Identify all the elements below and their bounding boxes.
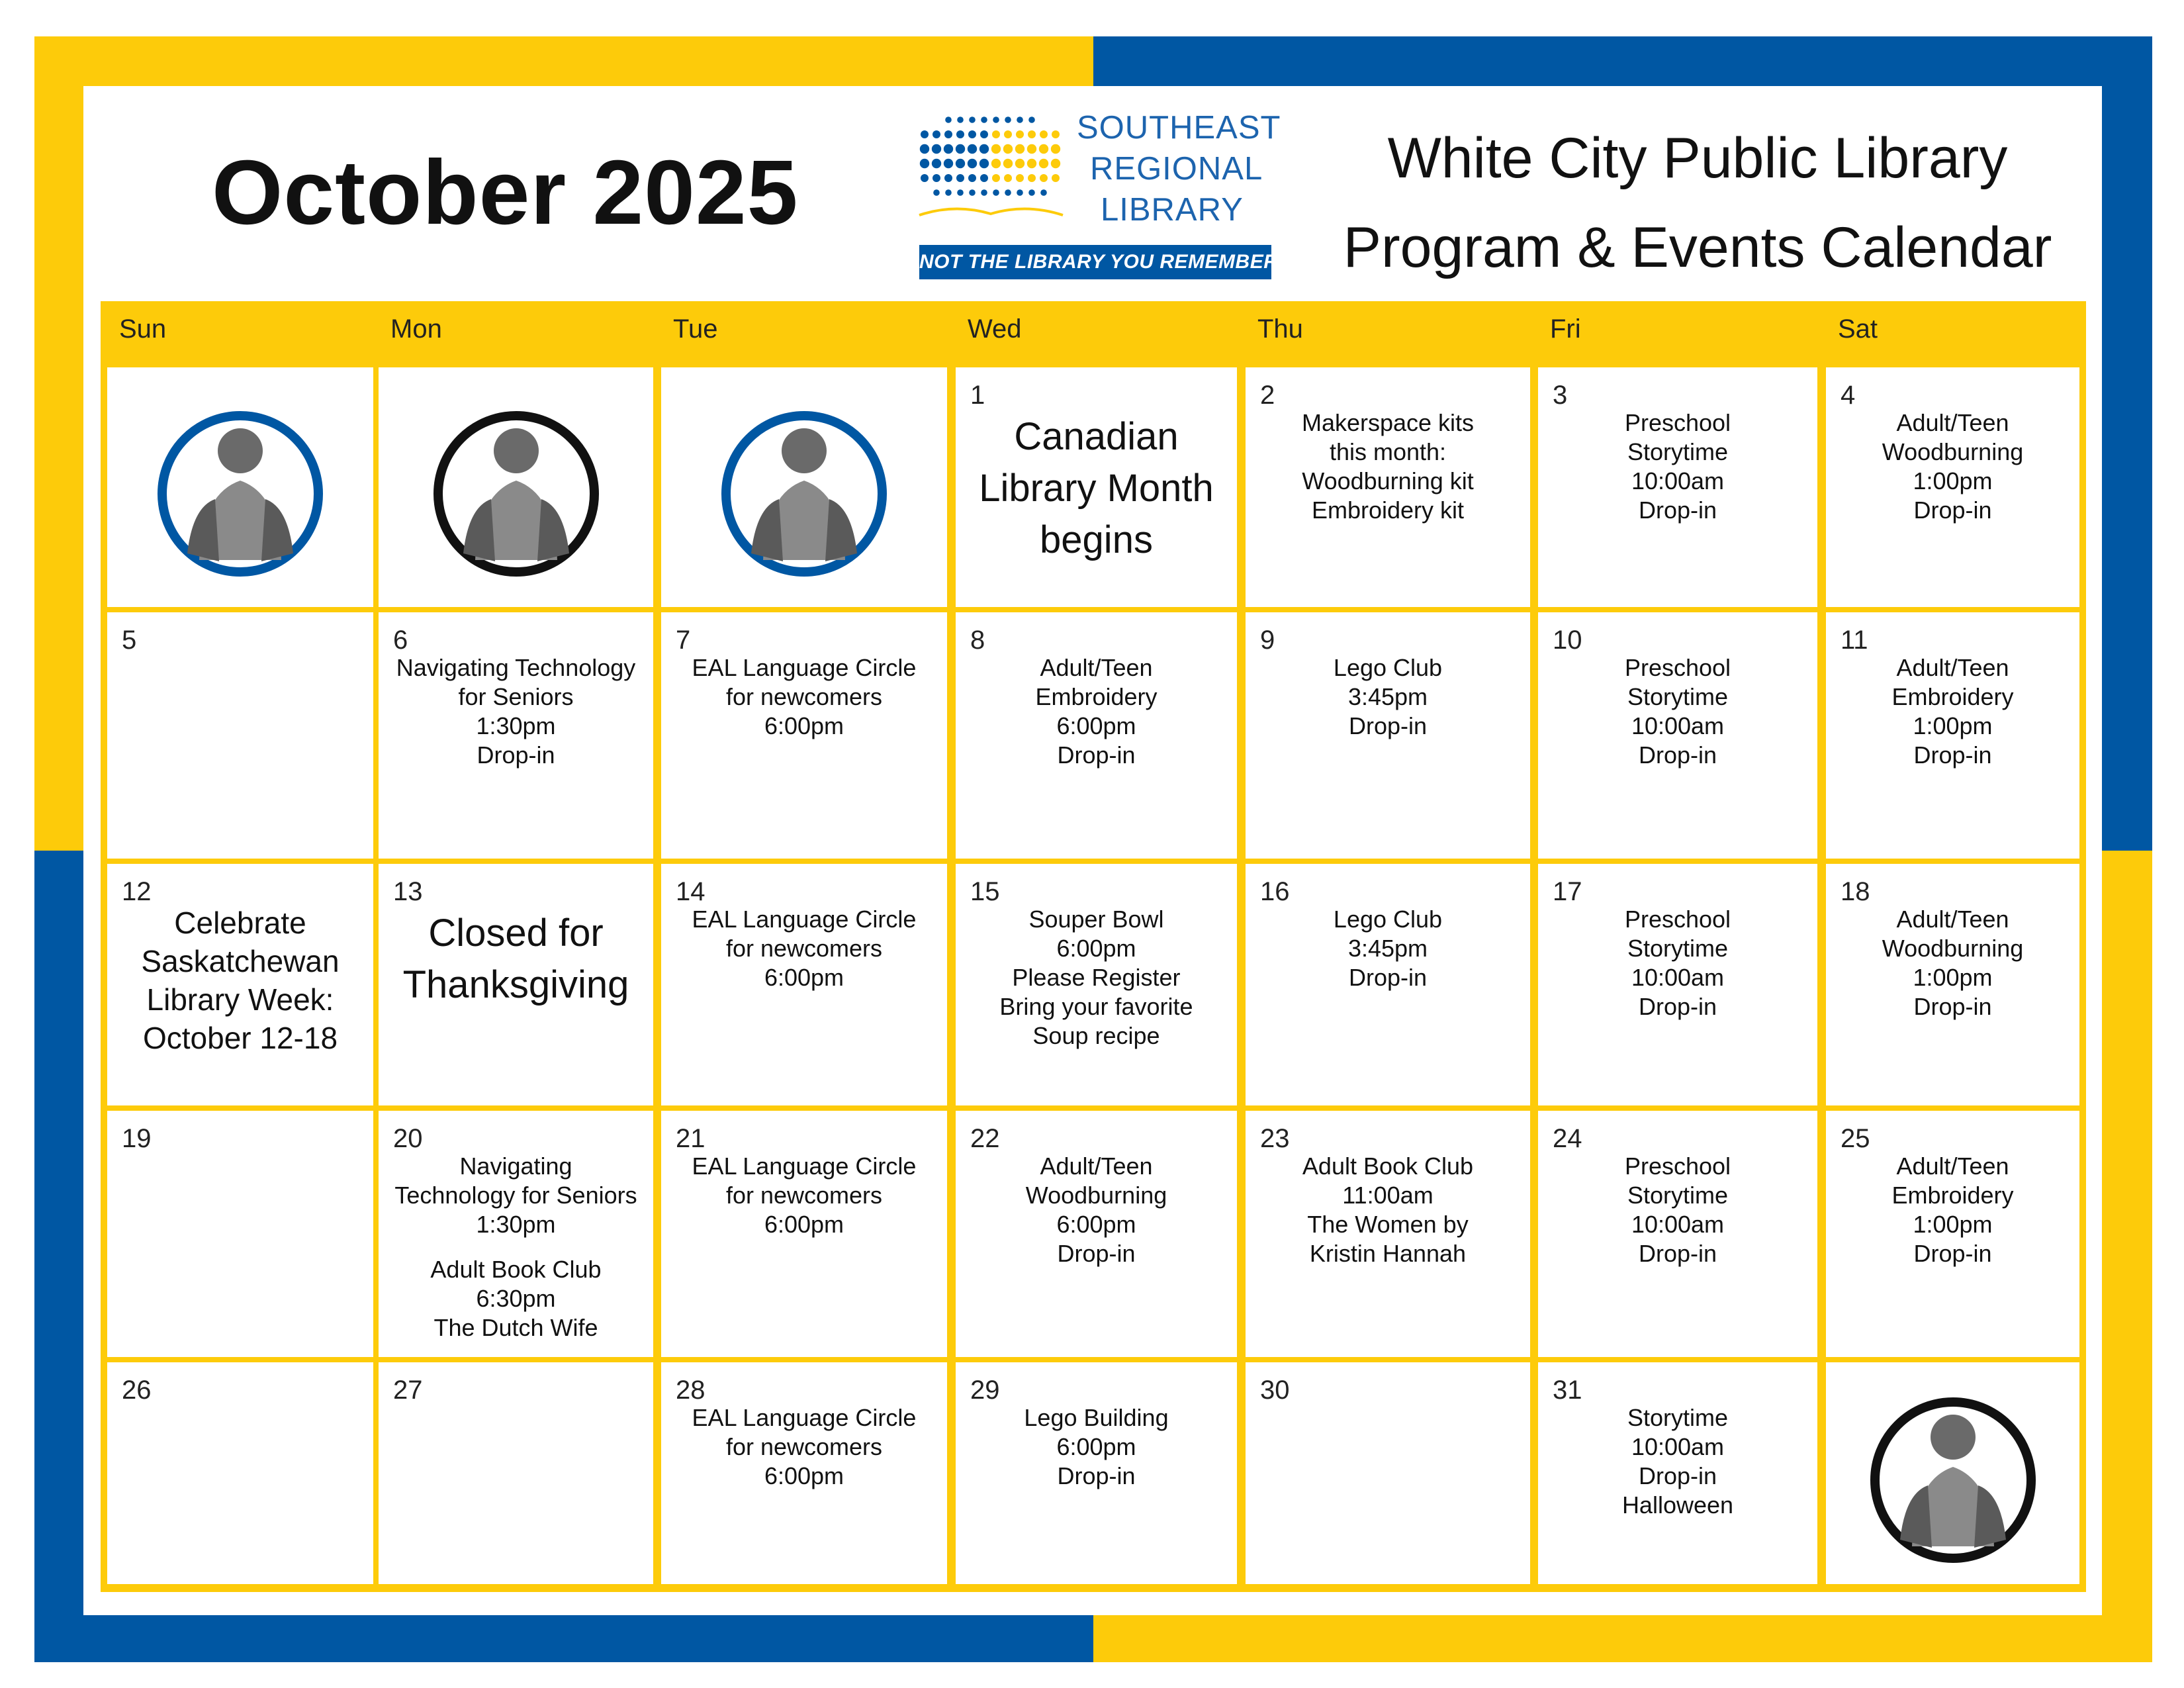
day-number: 6	[393, 626, 408, 655]
event-line: for newcomers	[725, 683, 883, 710]
event-line: Embroidery kit	[1311, 496, 1465, 524]
logo-dot	[921, 130, 929, 138]
month-title: October 2025	[212, 142, 799, 244]
weekday-tue: Tue	[673, 314, 718, 344]
event-line: Lego Club	[1333, 906, 1443, 933]
day-number: 29	[970, 1376, 1000, 1405]
event-line: Adult/Teen	[1896, 906, 2009, 933]
event-details	[956, 1403, 1237, 1491]
day-number: 13	[393, 877, 423, 906]
day-cell-25	[1826, 1111, 2079, 1357]
logo-dot	[932, 159, 941, 168]
book-dots-icon	[917, 111, 1066, 223]
day-number: 21	[676, 1124, 705, 1153]
event-line: Drop-in	[1057, 741, 1136, 769]
event-line: Celebrate	[174, 906, 306, 940]
event-line: Drop-in	[1638, 496, 1717, 524]
day-number: 30	[1260, 1376, 1290, 1405]
logo-dot	[1003, 144, 1013, 154]
logo-dot	[979, 144, 989, 154]
logo-dot	[956, 159, 965, 168]
event-details	[661, 905, 947, 992]
logo-dot	[979, 159, 989, 168]
day-cell-18	[1826, 864, 2079, 1105]
event-details	[1538, 905, 1817, 1021]
open-book-line	[919, 209, 1063, 215]
day-number: 31	[1553, 1376, 1582, 1405]
event-details	[661, 653, 947, 741]
event-line: Adult/Teen	[1040, 654, 1153, 681]
logo-dot	[992, 130, 1000, 138]
logo-dot	[991, 144, 1001, 154]
logo-dot	[1027, 144, 1036, 154]
weekday-header-row	[101, 301, 2086, 364]
logo-dot	[1040, 130, 1048, 138]
event-line: for Seniors	[458, 683, 574, 710]
day-number: 26	[122, 1376, 152, 1405]
event-line: EAL Language Circle	[692, 906, 917, 933]
event-line: EAL Language Circle	[692, 654, 917, 681]
event-line: Woodburning	[1025, 1182, 1167, 1209]
logo-dot	[957, 117, 964, 123]
logo-dot	[980, 130, 988, 138]
event-line: Woodburning	[1882, 438, 2024, 465]
logo-dot	[1015, 144, 1024, 154]
logo-dot	[956, 174, 964, 182]
family-photo	[1854, 1374, 2052, 1573]
logo-dot	[1051, 159, 1060, 168]
day-cell-10	[1538, 612, 1817, 859]
event-line: Storytime	[1627, 683, 1729, 710]
logo-dot	[1052, 174, 1060, 182]
event-line: 6:00pm	[1056, 1433, 1136, 1460]
day-cell-6	[379, 612, 653, 859]
event-line: Preschool	[1624, 906, 1731, 933]
day-number: 7	[676, 626, 691, 655]
event-line: Library Week:	[146, 982, 334, 1017]
day-cell-29	[956, 1362, 1237, 1584]
day-cell-4	[1826, 367, 2079, 607]
logo-dot	[1028, 117, 1035, 123]
event-line: 6:00pm	[1056, 712, 1136, 739]
logo-dot	[1005, 189, 1011, 196]
day-cell-3	[1538, 367, 1817, 607]
event-line: Drop-in	[1638, 741, 1717, 769]
event-line: Makerspace kits	[1301, 409, 1475, 436]
logo-dot	[1005, 117, 1011, 123]
event-details	[956, 411, 1237, 566]
logo-dot	[968, 174, 976, 182]
event-line: Closed for	[428, 912, 604, 955]
event-line: Adult/Teen	[1896, 654, 2009, 681]
day-cell-28	[661, 1362, 947, 1584]
logo-dot	[1052, 130, 1060, 138]
logo-dot	[1003, 159, 1013, 168]
event-details	[956, 653, 1237, 770]
event-line: October 12-18	[142, 1021, 338, 1055]
event-line: 10:00am	[1631, 1211, 1725, 1238]
event-details	[1538, 408, 1817, 525]
logo-dot	[1016, 130, 1024, 138]
event-details	[1538, 653, 1817, 770]
day-cell-12	[107, 864, 373, 1105]
day-number: 27	[393, 1376, 423, 1405]
event-line: Storytime	[1627, 935, 1729, 962]
day-number: 28	[676, 1376, 705, 1405]
logo-dot	[1016, 174, 1024, 182]
event-line: 3:45pm	[1347, 683, 1428, 710]
logo-dot	[981, 189, 987, 196]
logo-dot	[981, 117, 987, 123]
decorative-photo-cell	[379, 367, 653, 607]
event-line: Drop-in	[477, 741, 555, 769]
day-number: 10	[1553, 626, 1582, 655]
event-details	[661, 1403, 947, 1491]
logo-dot	[980, 174, 988, 182]
day-number: 25	[1841, 1124, 1870, 1153]
weekday-sat: Sat	[1838, 314, 1878, 344]
event-line: Embroidery	[1891, 683, 2014, 710]
library-logo	[917, 103, 1281, 281]
event-line: Woodburning kit	[1302, 467, 1474, 494]
event-line: 6:00pm	[764, 964, 844, 991]
day-number: 2	[1260, 381, 1275, 410]
event-line: Embroidery	[1891, 1182, 2014, 1209]
logo-dot	[1015, 159, 1024, 168]
day-number: 9	[1260, 626, 1275, 655]
decorative-photo-cell	[661, 367, 947, 607]
event-line: 6:00pm	[764, 712, 844, 739]
logo-dot	[1004, 130, 1012, 138]
logo-dot	[944, 174, 952, 182]
logo-dot	[1027, 159, 1036, 168]
couple-with-laptop-photo	[141, 388, 340, 586]
event-line: Thanksgiving	[402, 963, 629, 1006]
event-line: 1:00pm	[1913, 964, 1993, 991]
day-cell-1	[956, 367, 1237, 607]
event-line: EAL Language Circle	[692, 1404, 917, 1431]
event-line: Drop-in	[1913, 993, 1992, 1020]
event-details	[1246, 1152, 1530, 1268]
logo-dot	[1051, 144, 1060, 154]
logo-dot	[1028, 189, 1035, 196]
logo-dot	[944, 130, 952, 138]
event-line: Technology for Seniors	[394, 1182, 637, 1209]
day-cell-22	[956, 1111, 1237, 1357]
logo-dot	[992, 174, 1000, 182]
logo-name-line1: SOUTHEAST	[1077, 110, 1281, 146]
logo-dot	[1004, 174, 1012, 182]
weekday-sun: Sun	[119, 314, 167, 344]
library-title-line2: Program & Events Calendar	[1343, 216, 2052, 279]
logo-dot	[957, 189, 964, 196]
day-cell-7	[661, 612, 947, 859]
event-line: Adult Book Club	[1302, 1152, 1474, 1180]
event-details	[1826, 1152, 2079, 1268]
event-details	[107, 904, 373, 1057]
logo-name-line3: LIBRARY	[1101, 192, 1244, 228]
event-details	[1538, 1152, 1817, 1268]
event-line: Preschool	[1624, 409, 1731, 436]
event-line: Kristin Hannah	[1309, 1240, 1467, 1267]
event-line: Lego Club	[1333, 654, 1443, 681]
logo-dot	[1039, 159, 1048, 168]
logo-name-line2: REGIONAL	[1090, 151, 1263, 187]
event-line: Drop-in	[1638, 993, 1717, 1020]
event-details	[1826, 408, 2079, 525]
event-line: for newcomers	[725, 1182, 883, 1209]
event-line: Embroidery	[1035, 683, 1158, 710]
event-details	[379, 653, 653, 770]
day-number: 12	[122, 877, 152, 906]
event-details	[1246, 905, 1530, 992]
event-line: 10:00am	[1631, 712, 1725, 739]
event-line: Storytime	[1627, 1404, 1729, 1431]
weekday-wed: Wed	[968, 314, 1022, 344]
event-line: Drop-in	[1057, 1462, 1136, 1489]
event-line: Bring your favorite	[999, 993, 1193, 1020]
event-line: Preschool	[1624, 1152, 1731, 1180]
logo-dot	[1040, 189, 1047, 196]
day-cell-14	[661, 864, 947, 1105]
logo-dot	[968, 130, 976, 138]
logo-dot	[1017, 189, 1023, 196]
event-line: 6:00pm	[1056, 935, 1136, 962]
logo-dot	[1017, 117, 1023, 123]
event-line: 3:45pm	[1347, 935, 1428, 962]
weekday-thu: Thu	[1257, 314, 1303, 344]
event-line: Saskatchewan	[141, 944, 340, 978]
logo-dot	[968, 159, 977, 168]
event-line: Drop-in	[1913, 741, 1992, 769]
logo-dot	[993, 117, 999, 123]
event-line: Library Month	[979, 467, 1214, 510]
event-line: Navigating Technology	[396, 654, 636, 681]
logo-dot	[921, 174, 929, 182]
event-line: Lego Building	[1024, 1404, 1169, 1431]
logo-dot	[1040, 174, 1048, 182]
event-spacer	[379, 1239, 653, 1255]
day-cell-31	[1538, 1362, 1817, 1584]
event-details	[956, 905, 1237, 1051]
logo-dot	[1028, 174, 1036, 182]
day-cell-9	[1246, 612, 1530, 859]
day-number: 1	[970, 381, 985, 410]
event-line: 6:00pm	[764, 1462, 844, 1489]
event-line: EAL Language Circle	[692, 1152, 917, 1180]
event-line: Adult/Teen	[1040, 1152, 1153, 1180]
event-line: Preschool	[1624, 654, 1731, 681]
event-line: Adult Book Club	[430, 1256, 602, 1283]
day-cell-30	[1246, 1362, 1530, 1584]
day-cell-27	[379, 1362, 653, 1584]
day-cell-2	[1246, 367, 1530, 607]
event-line: Drop-in	[1057, 1240, 1136, 1267]
decorative-photo-cell	[1826, 1362, 2079, 1584]
day-number: 4	[1841, 381, 1856, 410]
teen-with-headphones-photo	[705, 388, 903, 586]
event-line: Navigating	[459, 1152, 572, 1180]
logo-dot	[945, 117, 952, 123]
library-title-line1: White City Public Library	[1387, 126, 2008, 190]
event-line: 1:00pm	[1913, 467, 1993, 494]
logo-dot	[968, 144, 977, 154]
event-line: 11:00am	[1342, 1182, 1433, 1209]
day-cell-23	[1246, 1111, 1530, 1357]
event-line: Storytime	[1627, 438, 1729, 465]
event-line: Adult/Teen	[1896, 409, 2009, 436]
event-line: Drop-in	[1913, 496, 1992, 524]
day-cell-16	[1246, 864, 1530, 1105]
event-line: Souper Bowl	[1028, 906, 1164, 933]
day-cell-20	[379, 1111, 653, 1357]
event-details	[956, 1152, 1237, 1268]
day-number: 22	[970, 1124, 1000, 1153]
day-cell-15	[956, 864, 1237, 1105]
day-cell-21	[661, 1111, 947, 1357]
day-cell-11	[1826, 612, 2079, 859]
event-line: 1:30pm	[476, 1211, 556, 1238]
day-number: 18	[1841, 877, 1870, 906]
event-line: 6:00pm	[1056, 1211, 1136, 1238]
day-number: 17	[1553, 877, 1582, 906]
decorative-photo-cell	[107, 367, 373, 607]
day-cell-8	[956, 612, 1237, 859]
day-number: 8	[970, 626, 985, 655]
day-number: 20	[393, 1124, 423, 1153]
event-line: Soup recipe	[1032, 1022, 1160, 1049]
event-line: 6:00pm	[764, 1211, 844, 1238]
event-line: Adult/Teen	[1896, 1152, 2009, 1180]
logo-dot	[969, 189, 976, 196]
event-details	[379, 1152, 653, 1342]
logo-dot	[945, 189, 952, 196]
logo-dot	[920, 159, 929, 168]
day-cell-17	[1538, 864, 1817, 1105]
day-number: 3	[1553, 381, 1568, 410]
event-line: Halloween	[1621, 1491, 1734, 1519]
day-cell-5	[107, 612, 373, 859]
senior-couple-with-tablet-photo	[417, 388, 615, 586]
event-details	[379, 908, 653, 1011]
event-line: this month:	[1329, 438, 1447, 465]
event-line: 10:00am	[1631, 964, 1725, 991]
day-number: 16	[1260, 877, 1290, 906]
event-details	[1826, 905, 2079, 1021]
logo-dot	[933, 189, 940, 196]
event-line: for newcomers	[725, 1433, 883, 1460]
day-number: 24	[1553, 1124, 1582, 1153]
event-line: Woodburning	[1882, 935, 2024, 962]
day-number: 11	[1841, 626, 1868, 655]
day-cell-26	[107, 1362, 373, 1584]
calendar-grid	[101, 301, 2086, 1592]
event-line: The Dutch Wife	[433, 1314, 598, 1341]
weekday-fri: Fri	[1550, 314, 1581, 344]
logo-dot	[1028, 130, 1036, 138]
logo-dot	[991, 159, 1001, 168]
event-line: Drop-in	[1638, 1462, 1717, 1489]
event-line: 10:00am	[1631, 467, 1725, 494]
day-number: 14	[676, 877, 705, 906]
logo-dot	[1039, 144, 1048, 154]
logo-tagline: NOT THE LIBRARY YOU REMEMBER	[919, 245, 1271, 279]
event-line: 1:00pm	[1913, 1211, 1993, 1238]
event-line: for newcomers	[725, 935, 883, 962]
event-details	[1826, 653, 2079, 770]
logo-dot	[993, 189, 999, 196]
event-line: 6:30pm	[476, 1285, 556, 1312]
logo-dot	[933, 174, 940, 182]
event-details	[1246, 653, 1530, 741]
event-line: Drop-in	[1348, 712, 1428, 739]
logo-dot	[920, 144, 929, 154]
day-number: 15	[970, 877, 1000, 906]
event-line: 1:30pm	[476, 712, 556, 739]
event-line: 1:00pm	[1913, 712, 1993, 739]
event-line: The Women by	[1307, 1211, 1469, 1238]
logo-dot	[956, 144, 965, 154]
event-details	[661, 1152, 947, 1239]
day-cell-19	[107, 1111, 373, 1357]
event-line: Drop-in	[1913, 1240, 1992, 1267]
day-number: 5	[122, 626, 137, 655]
day-number: 23	[1260, 1124, 1290, 1153]
event-line: begins	[1040, 518, 1153, 561]
logo-dot	[933, 130, 940, 138]
weekday-mon: Mon	[390, 314, 442, 344]
event-line: Canadian	[1014, 415, 1179, 458]
logo-dot	[944, 144, 953, 154]
event-details	[1538, 1403, 1817, 1520]
day-cell-13	[379, 864, 653, 1105]
logo-dot	[932, 144, 941, 154]
event-line: 10:00am	[1631, 1433, 1725, 1460]
day-cell-24	[1538, 1111, 1817, 1357]
logo-dot	[944, 159, 953, 168]
event-details	[1246, 408, 1530, 525]
logo-dot	[969, 117, 976, 123]
event-line: Please Register	[1012, 964, 1181, 991]
event-line: Drop-in	[1348, 964, 1428, 991]
event-line: Drop-in	[1638, 1240, 1717, 1267]
event-line: Storytime	[1627, 1182, 1729, 1209]
day-number: 19	[122, 1124, 152, 1153]
logo-dot	[956, 130, 964, 138]
